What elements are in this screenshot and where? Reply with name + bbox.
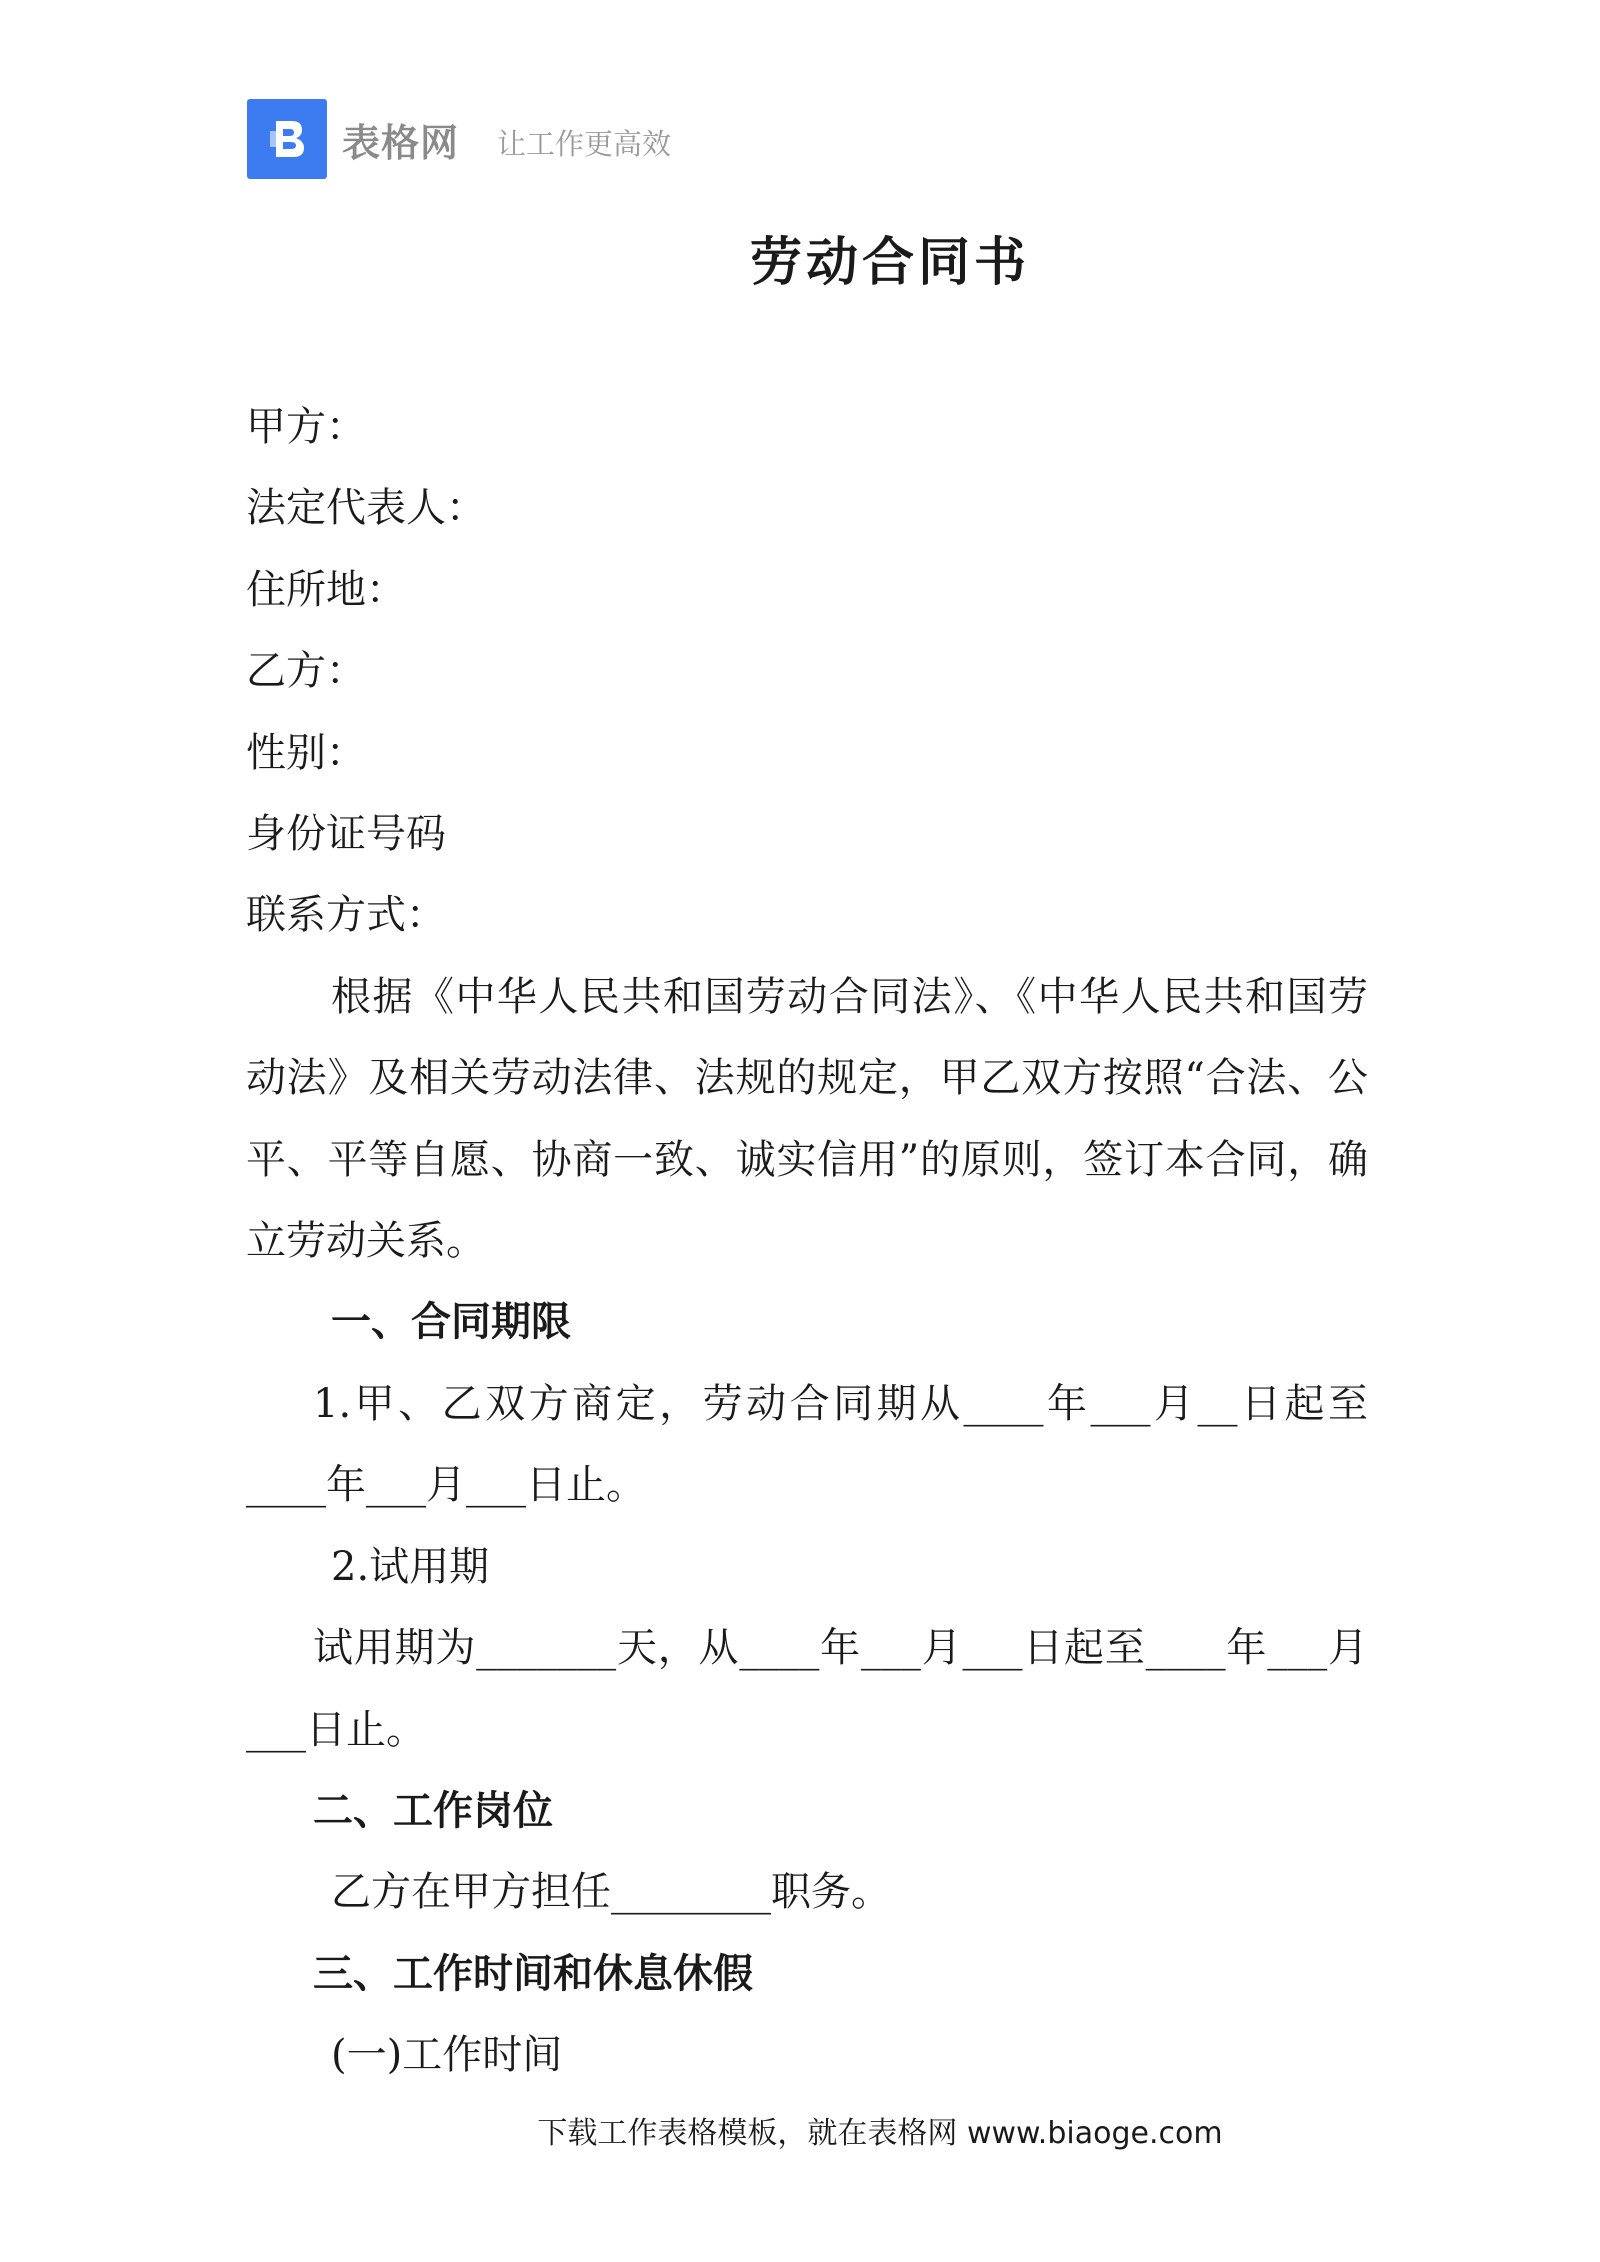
probation-heading: 2.试用期 [331, 1543, 490, 1590]
brand-slogan: 让工作更高效 [497, 126, 672, 161]
biaoge-logo-icon [247, 99, 327, 179]
preamble-paragraph: 根据《中华人民共和国劳动合同法》、《中华人民共和国劳动法》及相关劳动法律、法规的规定，甲乙双方按照“合法、公平、平等自愿、协商一致、诚实信用”的原则，签订本合同，确立劳动关系。 [246, 973, 1368, 1265]
document-title: 劳动合同书 [749, 233, 1030, 293]
field-party-a: 甲方： [246, 404, 366, 450]
section-heading-contract-term: 一、合同期限 [331, 1299, 571, 1346]
working-hours-subheading: (一)工作时间 [331, 2032, 563, 2079]
field-gender: 性别： [246, 729, 366, 776]
page-header [247, 99, 671, 179]
section-heading-working-hours: 三、工作时间和休息休假 [313, 1950, 753, 1997]
field-id-number: 身份证号码 [246, 811, 446, 858]
field-legal-representative: 法定代表人： [246, 485, 486, 532]
job-position-clause: 乙方在甲方担任________职务。 [331, 1869, 891, 1916]
section-heading-job-position: 二、工作岗位 [313, 1787, 553, 1834]
probation-clause: 试用期为_______天，从____年___月___日起至____年___月___日止。 [246, 1625, 1368, 1753]
field-address: 住所地： [246, 566, 406, 613]
contract-term-clause: 1.甲、乙双方商定，劳动合同期从____年___月__日起至____年___月___日止。 [246, 1380, 1368, 1509]
page-footer: 下载工作表格模板，就在表格网 www.biaoge.com [537, 2116, 1223, 2151]
field-contact: 联系方式： [246, 892, 446, 939]
brand-name: 表格网 [342, 120, 460, 165]
logo-glyph [259, 111, 315, 167]
field-party-b: 乙方： [246, 648, 366, 695]
document-body [246, 387, 1368, 2097]
